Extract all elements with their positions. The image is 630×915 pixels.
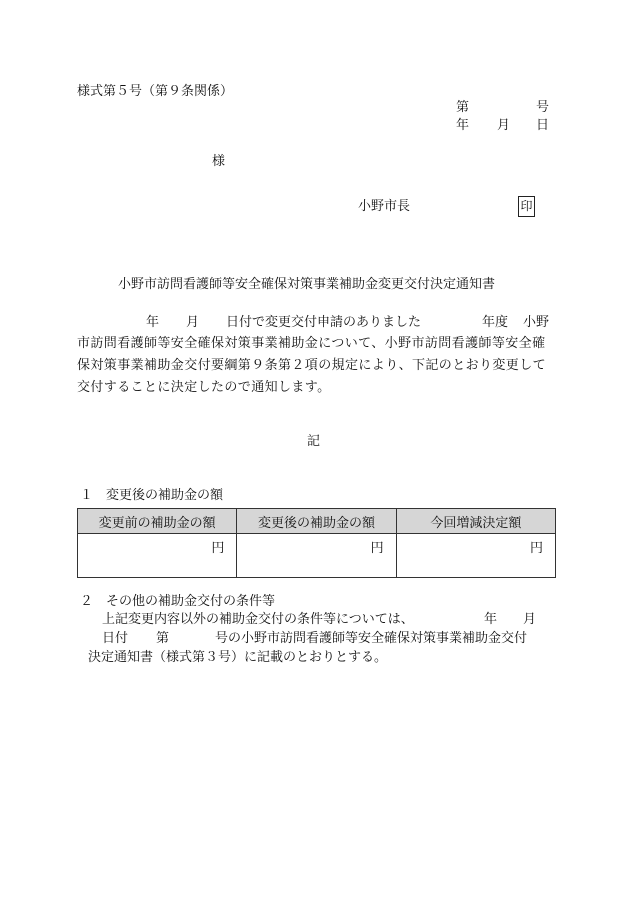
section1-heading: １ 変更後の補助金の額 — [80, 488, 224, 503]
seal-box: 印 — [518, 196, 535, 217]
number-suffix: 号 — [536, 100, 550, 115]
section2-day-label: 日付 — [102, 631, 129, 646]
amounts-table — [77, 508, 556, 578]
form-id: 様式第５号（第９条関係） — [77, 84, 234, 99]
section2-year-label: 年 — [484, 612, 498, 627]
section2-line3: 決定通知書（様式第３号）に記載のとおりとする。 — [88, 650, 388, 665]
cell-before-amount: 円 — [78, 534, 237, 578]
number-prefix: 第 — [456, 100, 470, 115]
addressee-suffix: 様 — [212, 154, 226, 169]
body-line-2: 市訪問看護師等安全確保対策事業補助金について、小野市訪問看護師等安全確 — [77, 336, 546, 351]
body-line-3: 保対策事業補助金交付要綱第９条第２項の規定により、下記のとおり変更して — [77, 358, 547, 373]
cell-after-amount: 円 — [237, 534, 396, 578]
issuer-name: 小野市長 — [358, 199, 411, 214]
section2-number-prefix: 第 — [156, 631, 170, 646]
header-before-amount: 変更前の補助金の額 — [78, 509, 237, 534]
ki-heading: 記 — [307, 434, 321, 449]
body-year-label: 年 — [146, 315, 160, 330]
header-after-amount: 変更後の補助金の額 — [237, 509, 396, 534]
body-line-4: 交付することに決定したので通知します。 — [77, 380, 331, 395]
table-row — [78, 534, 556, 578]
date-month: 月 — [497, 118, 511, 133]
date-day: 日 — [536, 118, 550, 133]
section2-line2-text: 号の小野市訪問看護師等安全確保対策事業補助金交付 — [215, 631, 528, 646]
section2-line1-text: 上記変更内容以外の補助金交付の条件等については、 — [102, 612, 414, 627]
date-year: 年 — [456, 118, 470, 133]
body-month-label: 月 — [186, 315, 200, 330]
document-title: 小野市訪問看護師等安全確保対策事業補助金変更交付決定通知書 — [118, 277, 496, 292]
section2-month-label: 月 — [523, 612, 537, 627]
body-day-text: 日付で変更交付申請のありました — [226, 315, 422, 330]
table-header-row — [78, 509, 556, 534]
body-city-start: 小野 — [523, 315, 550, 330]
body-fiscal-year-label: 年度 — [482, 315, 509, 330]
header-difference-amount: 今回増減決定額 — [396, 509, 555, 534]
cell-difference-amount: 円 — [396, 534, 555, 578]
section2-heading: ２ その他の補助金交付の条件等 — [80, 594, 276, 609]
